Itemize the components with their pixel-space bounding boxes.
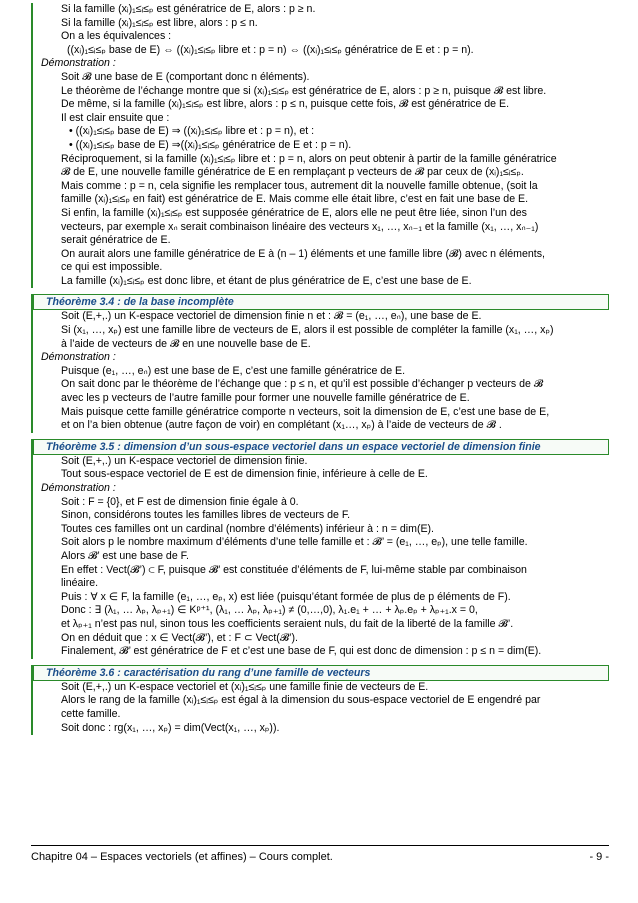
text-line: Mais comme : p = n, cela signifie les remplacer tous, autrement dit la nouvelle famille obtenue, (soit la [61, 179, 538, 192]
demonstration-label: Démonstration : [41, 482, 116, 494]
text-line: Puis : ∀ x ∈ F, la famille (e₁, …, eₚ, x) est liée (puisqu’étant formée de plus de p éléments de F). [61, 590, 511, 603]
text-line: Sinon, considérons toutes les familles libres de vecteurs de F. [61, 509, 351, 522]
text-line: avec les p vecteurs de l’autre famille pour former une nouvelle famille génératrice de E. [61, 392, 470, 405]
text-line: Soit donc : rg(x₁, …, xₚ) = dim(Vect(x₁, …, xₚ)). [61, 721, 280, 734]
demonstration-label: Démonstration : [41, 57, 116, 70]
text-line: et on l’a bien obtenue (autre façon de voir) en complétant (x₁…, xₚ) à l’aide de vecteurs de 𝓑 . [61, 419, 502, 432]
demonstration-1 [31, 57, 609, 288]
text-line: Le théorème de l’échange montre que si (xᵢ)₁≤ᵢ≤ₚ est génératrice de E, alors : p ≥ n, puisque 𝓑 est libre. [61, 84, 547, 97]
text-line: famille (xᵢ)₁≤ᵢ≤ₚ en fait) est génératrice de E. Mais comme elle était libre, c’est en fait une base de E. [61, 193, 529, 206]
text-line: serait génératrice de E. [61, 234, 171, 247]
page-number: - 9 - [589, 851, 609, 863]
footer-chapter: Chapitre 04 – Espaces vectoriels (et affines) – Cours complet. [31, 851, 333, 863]
text-line: Alors le rang de la famille (xᵢ)₁≤ᵢ≤ₚ est égal à la dimension du sous-espace vectoriel de E engendré par [61, 694, 541, 707]
text-line: Si la famille (xᵢ)₁≤ᵢ≤ₚ est génératrice de E, alors : p ≥ n. [61, 3, 316, 15]
text-line: Toutes ces familles ont un cardinal (nombre d’éléments) inférieur à : n = dim(E). [61, 522, 435, 535]
text-line: On en déduit que : x ∈ Vect(𝓑’), et : F ⊂ Vect(𝓑’). [61, 631, 298, 644]
theorem-3-6-body [31, 681, 609, 735]
bullet-line: • ((xᵢ)₁≤ᵢ≤ₚ base de E) ⇒ ((xᵢ)₁≤ᵢ≤ₚ libre et : p = n), et : [69, 125, 315, 138]
text-line: Puisque (e₁, …, eₙ) est une base de E, c’est une famille génératrice de E. [61, 364, 406, 377]
text-line: linéaire. [61, 577, 99, 590]
text-line: Réciproquement, si la famille (xᵢ)₁≤ᵢ≤ₚ libre et : p = n, alors on peut obtenir à partir de la famille génératrice [61, 152, 557, 165]
text-line: à l’aide de vecteurs de 𝓑 en une nouvelle base de E. [61, 337, 311, 350]
text-line: En effet : Vect(𝓑’) ⊂ F, puisque 𝓑’ est constituée d’éléments de F, lui-même stable par combinaison [61, 563, 527, 576]
bullet-line: • ((xᵢ)₁≤ᵢ≤ₚ base de E) ⇒((xᵢ)₁≤ᵢ≤ₚ génératrice de E et : p = n). [69, 138, 352, 151]
text-line: Si la famille (xᵢ)₁≤ᵢ≤ₚ est libre, alors : p ≤ n. [61, 16, 258, 29]
text-line: Mais puisque cette famille génératrice comporte n vecteurs, soit la dimension de E, c’est une base de E, [61, 405, 550, 418]
text-line: Tout sous-espace vectoriel de E est de dimension finie, inférieure à celle de E. [61, 468, 428, 481]
theorem-3-4-body [31, 310, 609, 432]
demonstration-label: Démonstration : [41, 351, 116, 364]
page [31, 0, 609, 735]
text-line: Soit (E,+,.) un K-espace vectoriel de dimension finie n et : 𝓑 = (e₁, …, eₙ), une base de E. [61, 310, 482, 323]
text-line: Finalement, 𝓑’ est génératrice de F et c’est une base de F, qui est donc de dimension : p ≤ n = dim(E). [61, 645, 542, 658]
text-line: Alors 𝓑’ est une base de F. [61, 549, 189, 562]
theorem-3-5-title: Théorème 3.5 : dimension d’un sous-espace vectoriel dans un espace vectoriel de dimension finie [31, 439, 609, 455]
text-line: Soit (E,+,.) un K-espace vectoriel et (xᵢ)₁≤ᵢ≤ₚ une famille finie de vecteurs de E. [61, 680, 429, 693]
text-line: vecteurs, par exemple xₙ serait combinaison linéaire des vecteurs x₁, …, xₙ₋₁ et la famille (x₁, …, xₙ₋₁) [61, 220, 539, 233]
text-line: Si enfin, la famille (xᵢ)₁≤ᵢ≤ₚ est supposée génératrice de E, alors elle ne peut être liée, sinon l’un des [61, 206, 527, 219]
text-line: Si (x₁, …, xₚ) est une famille libre de vecteurs de E, alors il est possible de compléter la famille (x₁, …, xₚ) [61, 324, 554, 337]
text-line: Soit : F = {0}, et F est de dimension finie égale à 0. [61, 495, 299, 508]
text-line: La famille (xᵢ)₁≤ᵢ≤ₚ est donc libre, et étant de plus génératrice de E, c’est une base de E. [61, 274, 472, 287]
theorem-3-4-title: Théorème 3.4 : de la base incomplète [31, 294, 609, 310]
text-line: On aurait alors une famille génératrice de E à (n – 1) éléments et une famille libre (𝓑) avec n éléments, [61, 247, 545, 260]
text-line: Donc : ∃ (λ₁, … λₚ, λₚ₊₁) ∈ Kᵖ⁺¹, (λ₁, … λₚ, λₚ₊₁) ≠ (0,…,0), λ₁.e₁ + … + λₚ.eₚ + λₚ₊₁.x = 0, [61, 604, 478, 617]
text-line: ce qui est impossible. [61, 261, 163, 274]
text-line: De même, si la famille (xᵢ)₁≤ᵢ≤ₚ est libre, alors : p ≤ n, puisque cette fois, 𝓑 est génératrice de E. [61, 98, 510, 111]
text-line: On a les équivalences : [61, 30, 172, 43]
text-line: Soit 𝓑 une base de E (comportant donc n éléments). [61, 70, 310, 83]
text-line: Soit (E,+,.) un K-espace vectoriel de dimension finie. [61, 454, 308, 467]
text-line: et λₚ₊₁ n’est pas nul, sinon tous les coefficients seraient nuls, du fait de la liberté de la famille 𝓑’. [61, 617, 514, 630]
text-line: Il est clair ensuite que : [61, 111, 170, 124]
theorem-continuation [31, 3, 609, 57]
text-line: 𝓑 de E, une nouvelle famille génératrice de E en remplaçant p vecteurs de 𝓑 par ceux de (xᵢ)₁≤ᵢ≤ₚ. [61, 166, 524, 179]
text-line: cette famille. [61, 707, 121, 720]
text-line: ((xᵢ)₁≤ᵢ≤ₚ base de E) ⇔ ((xᵢ)₁≤ᵢ≤ₚ libre et : p = n) ⇔ ((xᵢ)₁≤ᵢ≤ₚ génératrice de E et : p = n). [67, 43, 474, 56]
text-line: Soit alors p le nombre maximum d’éléments d’une telle famille et : 𝓑’ = (e₁, …, eₚ), une telle famille. [61, 536, 528, 549]
footer-rule [31, 845, 609, 846]
text-line: On sait donc par le théorème de l’échange que : p ≤ n, et qu’il est possible d’échanger p vecteurs de 𝓑 [61, 378, 544, 391]
theorem-3-5-body [31, 455, 609, 659]
theorem-3-6-title: Théorème 3.6 : caractérisation du rang d’une famille de vecteurs [31, 665, 609, 681]
